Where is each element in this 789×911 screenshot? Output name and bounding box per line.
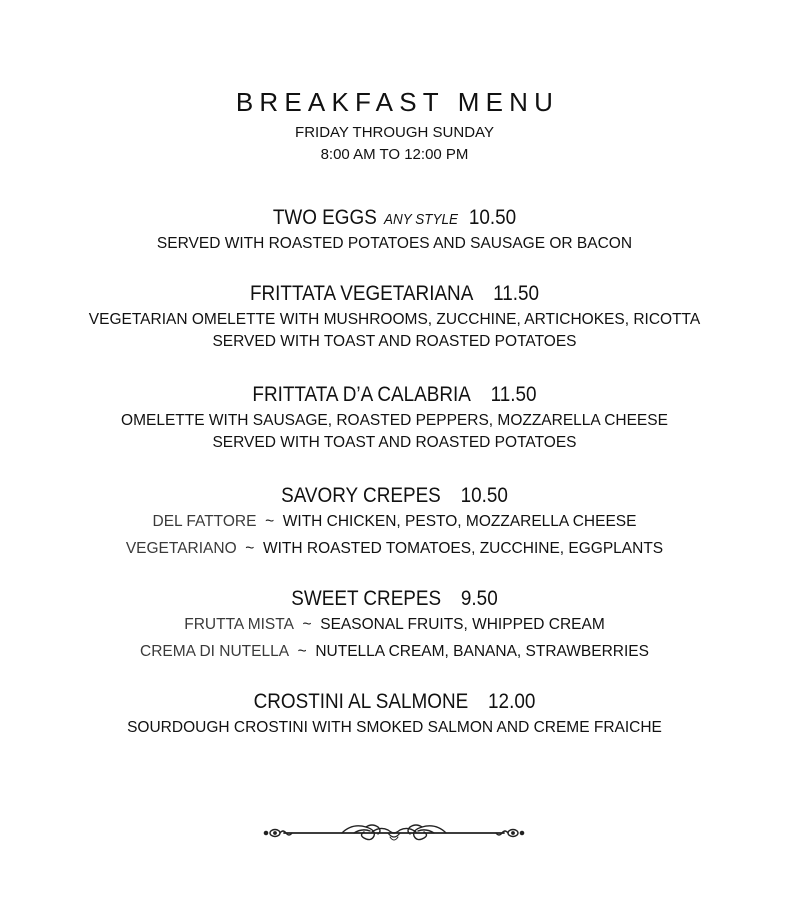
variant-name: DEL FATTORE (152, 513, 257, 530)
item-name: FRITTATA D’A CALABRIA (252, 383, 471, 406)
item-variant (0, 615, 789, 635)
menu-item-crostini-salmone (39, 689, 749, 715)
variant-separator: ~ (297, 643, 307, 660)
item-price: 12.00 (488, 690, 536, 713)
item-name: SAVORY CREPES (281, 484, 441, 507)
item-price: 10.50 (468, 206, 517, 229)
menu-title: BREAKFAST MENU (235, 87, 560, 117)
variant-separator: ~ (302, 616, 312, 633)
item-price: 10.50 (460, 484, 508, 507)
item-price: 11.50 (490, 383, 537, 406)
menu-item-sweet-crepes (39, 586, 749, 612)
item-description: SOURDOUGH CROSTINI WITH SMOKED SALMON AND CREME FRAICHE (127, 719, 662, 736)
variant-name: CREMA DI NUTELLA (140, 643, 290, 660)
variant-separator: ~ (245, 540, 255, 557)
menu-days: FRIDAY THROUGH SUNDAY (295, 124, 494, 141)
variant-description: WITH CHICKEN, PESTO, MOZZARELLA CHEESE (282, 513, 637, 530)
item-description: VEGETARIAN OMELETTE WITH MUSHROOMS, ZUCCHINE, ARTICHOKES, RICOTTA (88, 311, 701, 328)
item-name: FRITTATA VEGETARIANA (249, 282, 474, 305)
item-price: 9.50 (460, 587, 498, 610)
item-description: SERVED WITH ROASTED POTATOES AND SAUSAGE OR BACON (156, 235, 633, 252)
scroll-flourish-icon (262, 818, 526, 848)
menu-item-two-eggs (39, 205, 749, 233)
variant-name: FRUTTA MISTA (184, 616, 294, 633)
variant-description: WITH ROASTED TOMATOES, ZUCCHINE, EGGPLANTS (262, 540, 664, 557)
item-name: SWEET CREPES (291, 587, 442, 610)
item-description: SERVED WITH TOAST AND ROASTED POTATOES (212, 333, 577, 350)
variant-description: SEASONAL FRUITS, WHIPPED CREAM (320, 616, 605, 633)
item-variant (0, 642, 789, 662)
variant-name: VEGETARIANO (125, 540, 237, 557)
item-variant (0, 512, 789, 532)
menu-item-savory-crepes (39, 483, 749, 509)
variant-separator: ~ (265, 513, 275, 530)
menu-item-frittata-vegetariana (39, 281, 749, 307)
item-note: ANY STYLE (383, 211, 459, 228)
item-description: SERVED WITH TOAST AND ROASTED POTATOES (212, 434, 577, 451)
item-name: CROSTINI AL SALMONE (253, 690, 469, 713)
menu-item-frittata-calabria (39, 382, 749, 408)
item-price: 11.50 (493, 282, 540, 305)
variant-description: NUTELLA CREAM, BANANA, STRAWBERRIES (315, 643, 649, 660)
item-description: OMELETTE WITH SAUSAGE, ROASTED PEPPERS, MOZZARELLA CHEESE (121, 412, 668, 429)
item-variant (0, 539, 789, 559)
item-name: TWO EGGS (272, 206, 377, 229)
menu-hours: 8:00 AM TO 12:00 PM (320, 146, 469, 163)
